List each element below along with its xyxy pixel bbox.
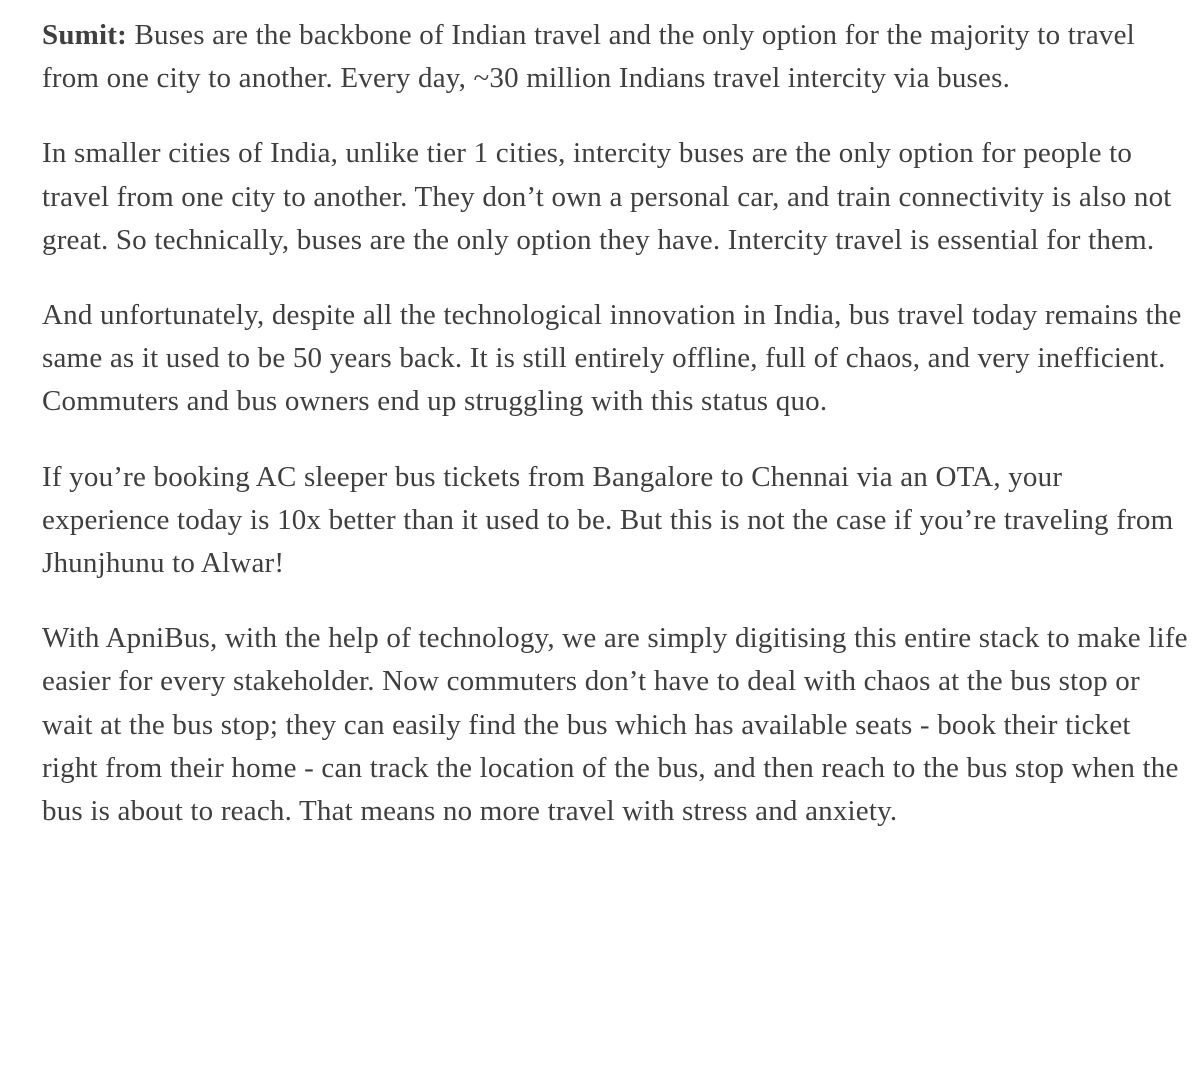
paragraph-offline-chaos: And unfortunately, despite all the technological innovation in India, bus travel today remains the same as it used to be 50 years back. It is still entirely offline, full of chaos, and very inefficient. Commuters and bus owners end up struggling with this status quo.	[42, 299, 1182, 418]
paragraph-intro	[42, 14, 1190, 100]
paragraph-smaller-cities: In smaller cities of India, unlike tier 1 cities, intercity buses are the only option for people to travel from one city to another. They don’t own a personal car, and train connectivity is also not great. So technically, buses are the only option they have. Intercity travel is essential for them.	[42, 137, 1172, 256]
paragraph-apnibus: With ApniBus, with the help of technology, we are simply digitising this entire stack to make life easier for every stakeholder. Now commuters don’t have to deal with chaos at the bus stop or wait at the bus stop; they can easily find the bus which has available seats - book their ticket right from their home - can track the location of the bus, and then reach to the bus stop when the bus is about to reach. That means no more travel with stress and anxiety.	[42, 622, 1188, 828]
article-body	[42, 14, 1190, 865]
paragraph-intro-text: Buses are the backbone of Indian travel and the only option for the majority to travel from one city to another. Every day, ~30 million Indians travel intercity via buses.	[42, 19, 1135, 95]
paragraph-ota-comparison: If you’re booking AC sleeper bus tickets from Bangalore to Chennai via an OTA, your experience today is 10x better than it used to be. But this is not the case if you’re traveling from Jhunjhunu to Alwar!	[42, 460, 1174, 580]
speaker-name: Sumit:	[42, 19, 127, 51]
